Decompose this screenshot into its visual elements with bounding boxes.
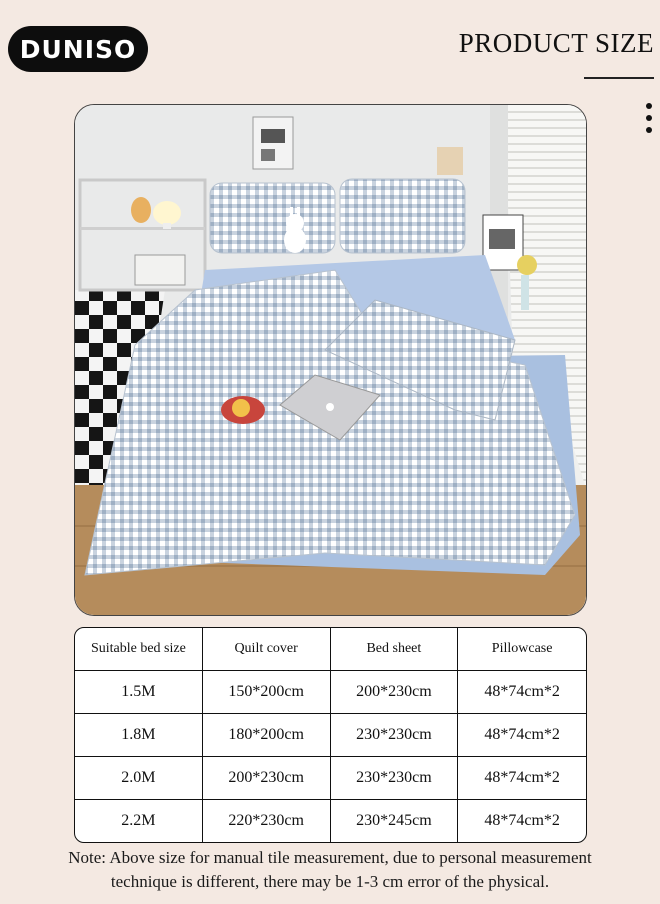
measurement-note	[0, 846, 660, 894]
product-photo	[74, 104, 587, 616]
table-cell: 200*230cm	[203, 757, 331, 800]
table-cell: 200*230cm	[331, 671, 459, 714]
table-cell: 48*74cm*2	[458, 671, 586, 714]
title-underline	[584, 77, 654, 79]
more-dots-icon	[646, 103, 652, 139]
table-cell: 1.5M	[75, 671, 203, 714]
size-table	[74, 627, 587, 843]
column-header: Quilt cover	[203, 628, 331, 671]
brand-logo	[8, 26, 148, 72]
table-cell: 48*74cm*2	[458, 714, 586, 757]
table-header-row	[75, 628, 586, 671]
table-cell: 230*230cm	[331, 757, 459, 800]
table-cell: 180*200cm	[203, 714, 331, 757]
table-row	[75, 671, 586, 714]
table-cell: 1.8M	[75, 714, 203, 757]
bedroom-illustration	[75, 105, 587, 616]
brand-logo-text: DUNISO	[19, 34, 137, 64]
table-cell: 220*230cm	[203, 800, 331, 842]
note-line-1: Note: Above size for manual tile measurement, due to personal measurement	[68, 848, 592, 867]
column-header: Pillowcase	[458, 628, 586, 671]
table-row	[75, 757, 586, 800]
column-header: Bed sheet	[331, 628, 459, 671]
table-cell: 48*74cm*2	[458, 757, 586, 800]
table-cell: 48*74cm*2	[484, 812, 560, 829]
page-title: PRODUCT SIZE	[458, 28, 654, 58]
table-cell: 230*245cm	[331, 800, 459, 842]
column-header: Suitable bed size	[75, 628, 203, 671]
table-cell: 2.2M	[75, 800, 203, 842]
note-line-2: technique is different, there may be 1-3 cm error of the physical.	[110, 872, 550, 891]
table-cell: 150*200cm	[203, 671, 331, 714]
table-cell: 230*230cm	[331, 714, 459, 757]
table-row	[75, 714, 586, 757]
table-cell: 2.0M	[75, 757, 203, 800]
table-row	[75, 800, 586, 842]
